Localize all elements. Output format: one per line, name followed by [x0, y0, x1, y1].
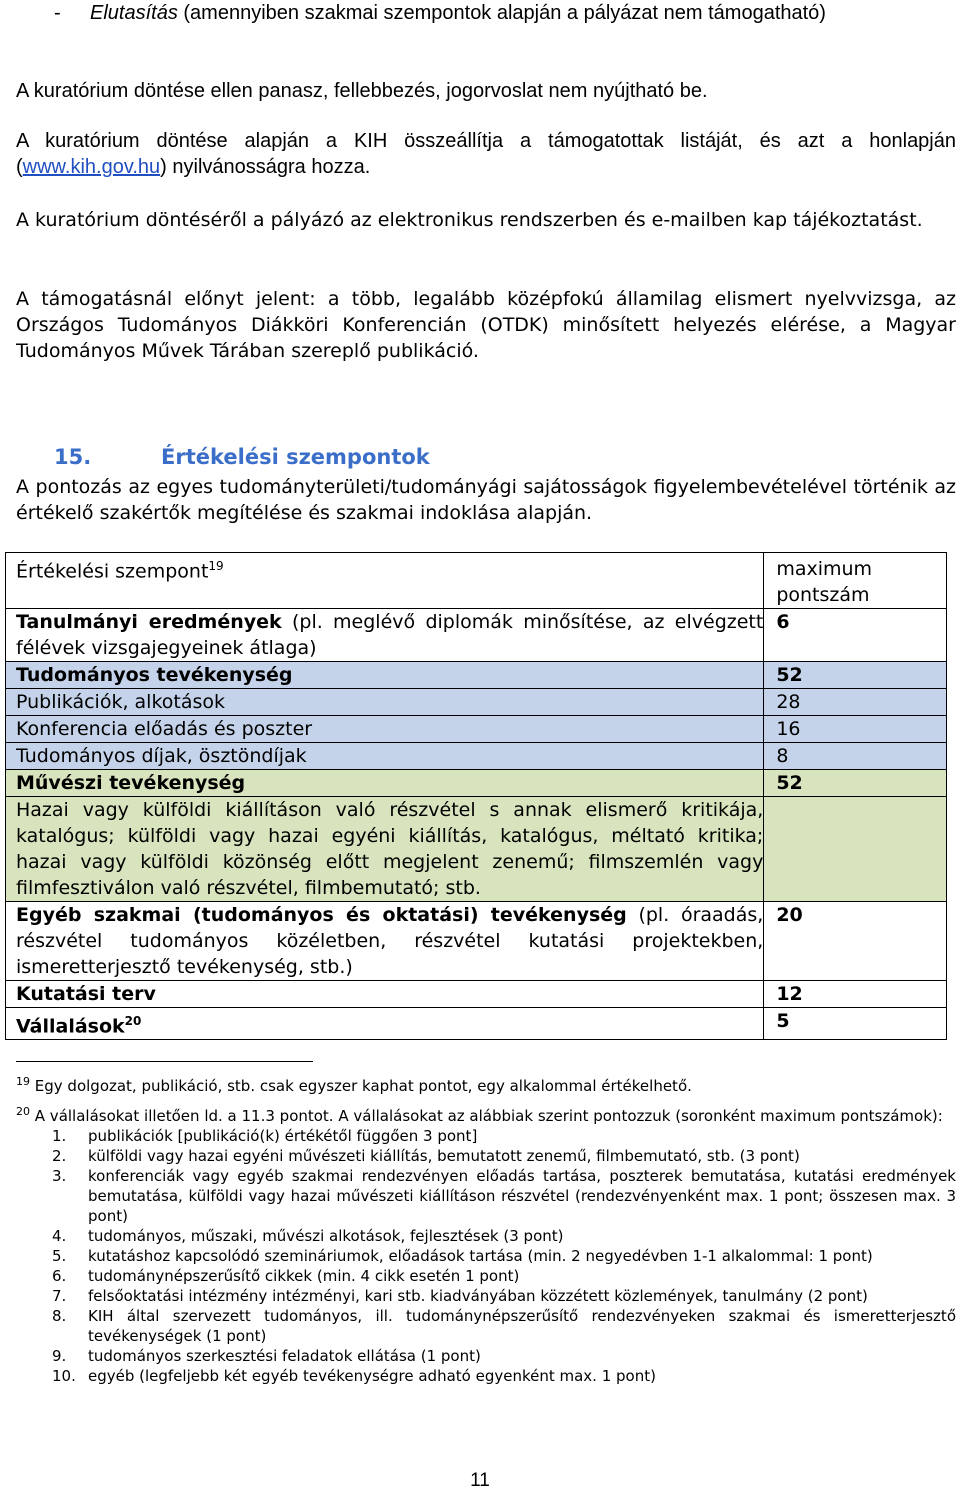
- max-points-cell: 12: [764, 981, 947, 1008]
- footnote-ref-20: 20: [124, 1014, 142, 1028]
- criterion-title: Kutatási terv: [16, 983, 156, 1005]
- table-header-row: [6, 553, 947, 609]
- footnote-item-number: 7.: [52, 1287, 67, 1305]
- footnote-item-number: 5.: [52, 1247, 67, 1265]
- criterion-cell: [6, 716, 764, 743]
- kih-website-link[interactable]: www.kih.gov.hu: [22, 156, 161, 178]
- table-row: [6, 902, 947, 981]
- footnote-list-item: [16, 1126, 956, 1146]
- rejection-bullet-text: [90, 0, 956, 26]
- table-row: [6, 609, 947, 662]
- header-criterion: [6, 553, 764, 609]
- criterion-cell: [6, 981, 764, 1008]
- footnote-divider: [16, 1061, 313, 1062]
- evaluation-table: [5, 552, 947, 1040]
- publication-text-end: ) nyilvánosságra hozza.: [160, 156, 371, 178]
- advantage-paragraph: A támogatásnál előnyt jelent: a több, legalább középfokú államilag elismert nyelvvizsga, az Országos Tudományos Diákköri Konferencián (OTDK) minősített helyezés elérése, a Magyar Tudományos Művek Tárában szereplő publikáció.: [16, 288, 956, 362]
- criterion-cell: [6, 662, 764, 689]
- footnote-list-item: [16, 1286, 956, 1306]
- footnote-20-text: A vállalásokat illetően ld. a 11.3 pontot. A vállalásokat az alábbiak szerint pontozzuk (soronként maximum pontszámok):: [34, 1107, 943, 1125]
- footnote-item-number: 3.: [52, 1167, 67, 1185]
- table-row: [6, 770, 947, 797]
- footnote-20: [16, 1102, 956, 1126]
- criterion-cell: [6, 689, 764, 716]
- max-points-cell: 8: [764, 743, 947, 770]
- rejection-bullet: [16, 0, 956, 26]
- footnote-item-text: tudományos, műszaki, művészi alkotások, fejlesztések (3 pont): [88, 1227, 564, 1245]
- footnote-20-mark: 20: [16, 1105, 30, 1118]
- table-row: [6, 743, 947, 770]
- footnote-item-number: 10.: [52, 1367, 76, 1385]
- footnote-list-item: [16, 1346, 956, 1366]
- bullet-dash: -: [54, 2, 61, 24]
- footnote-item-number: 8.: [52, 1307, 67, 1325]
- criterion-cell: [6, 770, 764, 797]
- criterion-title: Tudományos tevékenység: [16, 664, 293, 686]
- criterion-text: Tudományos díjak, ösztöndíjak: [16, 745, 307, 767]
- criterion-title: Tanulmányi eredmények: [16, 611, 282, 633]
- max-points-cell: 52: [764, 662, 947, 689]
- table-row: [6, 689, 947, 716]
- table-row: [6, 1008, 947, 1040]
- footnote-item-text: kutatáshoz kapcsolódó szemináriumok, előadások tartása (min. 2 negyedévben 1-1 alkalommal: 1 pont): [88, 1247, 873, 1265]
- footnote-list-item: [16, 1146, 956, 1166]
- criterion-cell: [6, 902, 764, 981]
- criterion-text: Hazai vagy külföldi kiállításon való részvétel s annak elismerő kritikája, katalógus; külföldi vagy hazai egyéni kiállítás, katalógus, méltató kritika; hazai vagy külföldi közönség előtt megjelent zenemű; filmszemlén vagy filmfesztiválon való részvétel, filmbemutató; stb.: [16, 799, 764, 899]
- max-points-cell: 6: [764, 609, 947, 662]
- max-points-cell: 20: [764, 902, 947, 981]
- footnote-item-text: publikációk [publikáció(k) értékétől függően 3 pont]: [88, 1127, 478, 1145]
- footnote-ref-19: 19: [208, 559, 224, 573]
- criterion-cell: [6, 743, 764, 770]
- criterion-cell: [6, 609, 764, 662]
- table-row: [6, 797, 947, 902]
- table-row: [6, 981, 947, 1008]
- notification-paragraph: A kuratórium döntéséről a pályázó az elektronikus rendszerben és e-mailben kap tájékoztatást.: [16, 209, 923, 231]
- footnote-list-item: [16, 1246, 956, 1266]
- header-max-points: maximum pontszám: [764, 553, 947, 609]
- footnote-list-item: [16, 1366, 956, 1386]
- criterion-text: (pl. óraadás, részvétel tudományos közéletben, részvétel kutatási projektekben, ismeretterjesztő tevékenység, stb.): [16, 904, 764, 978]
- footnote-item-text: külföldi vagy hazai egyéni művészeti kiállítás, bemutatott zenemű, filmbemutató, stb. (3 pont): [88, 1147, 800, 1165]
- footnote-item-number: 4.: [52, 1227, 67, 1245]
- publication-paragraph: [16, 128, 956, 180]
- max-points-cell: 52: [764, 770, 947, 797]
- footnote-19-text: Egy dolgozat, publikáció, stb. csak egyszer kaphat pontot, egy alkalommal értékelhető.: [34, 1077, 692, 1095]
- criterion-title: Egyéb szakmai (tudományos és oktatási) tevékenység: [16, 904, 627, 926]
- footnote-item-number: 9.: [52, 1347, 67, 1365]
- criterion-cell: [6, 1008, 764, 1040]
- publication-text-start: A kuratórium döntése alapján a KIH összeállítja a támogatottak listáját, és azt a honlapján (: [16, 130, 956, 178]
- max-points-cell: 28: [764, 689, 947, 716]
- footnote-20-list: [16, 1126, 956, 1386]
- max-points-cell: 5: [764, 1008, 947, 1040]
- page-number: 11: [470, 1470, 490, 1491]
- criterion-text: (pl. meglévő diplomák minősítése, az elvégzett félévek vizsgajegyeinek átlaga): [16, 611, 764, 659]
- footnote-item-number: 6.: [52, 1267, 67, 1285]
- rejection-label: Elutasítás: [90, 2, 178, 24]
- footnote-item-text: tudománynépszerűsítő cikkek (min. 4 cikk esetén 1 pont): [88, 1267, 520, 1285]
- max-points-cell: [764, 797, 947, 902]
- criterion-title: Vállalások: [16, 1015, 125, 1038]
- criterion-text: Konferencia előadás és poszter: [16, 718, 313, 740]
- table-row: [6, 716, 947, 743]
- footnote-item-text: felsőoktatási intézmény intézményi, kari stb. kiadványában közzétett közlemények, tanulmány (2 pont): [88, 1287, 868, 1305]
- footnote-item-text: KIH által szervezett tudományos, ill. tudománynépszerűsítő rendezvényeken szakmai és ismeretterjesztő tevékenységek (1 pont): [88, 1307, 956, 1345]
- criterion-text: Publikációk, alkotások: [16, 691, 226, 713]
- section-number: 15.: [54, 445, 92, 469]
- footnote-item-text: tudományos szerkesztési feladatok ellátása (1 pont): [88, 1347, 481, 1365]
- appeal-paragraph: A kuratórium döntése ellen panasz, fellebbezés, jogorvoslat nem nyújtható be.: [16, 80, 708, 102]
- rejection-condition: (amennyiben szakmai szempontok alapján a pályázat nem támogatható): [183, 2, 826, 24]
- footnote-item-text: egyéb (legfeljebb két egyéb tevékenységre adható egyenként max. 1 pont): [88, 1367, 656, 1385]
- footnote-19-mark: 19: [16, 1075, 30, 1088]
- footnote-item-number: 2.: [52, 1147, 67, 1165]
- footnote-19: [16, 1072, 956, 1096]
- header-criterion-label: Értékelési szempont: [16, 560, 209, 583]
- footnote-item-number: 1.: [52, 1127, 67, 1145]
- criterion-title: Művészi tevékenység: [16, 772, 246, 794]
- criterion-cell: [6, 797, 764, 902]
- section-heading: [54, 444, 430, 470]
- footnote-item-text: konferenciák vagy egyéb szakmai rendezvényen előadás tartása, poszterek bemutatása, kutatási eredmények bemutatása, külföldi vagy hazai művészeti kiállításon részvétel (rendezvényenként max. 1 pont; összesen max. 3 pont): [88, 1167, 956, 1225]
- footnote-list-item: [16, 1226, 956, 1246]
- section-title: Értékelési szempontok: [161, 445, 430, 469]
- footnote-list-item: [16, 1266, 956, 1286]
- footnotes: [16, 1072, 956, 1386]
- table-row: [6, 662, 947, 689]
- footnote-list-item: [16, 1306, 956, 1346]
- section-intro-paragraph: A pontozás az egyes tudományterületi/tudományági sajátosságok figyelembevételével történik az értékelő szakértők megítélése és szakmai indoklása alapján.: [16, 476, 956, 524]
- max-points-cell: 16: [764, 716, 947, 743]
- footnote-list-item: [16, 1166, 956, 1226]
